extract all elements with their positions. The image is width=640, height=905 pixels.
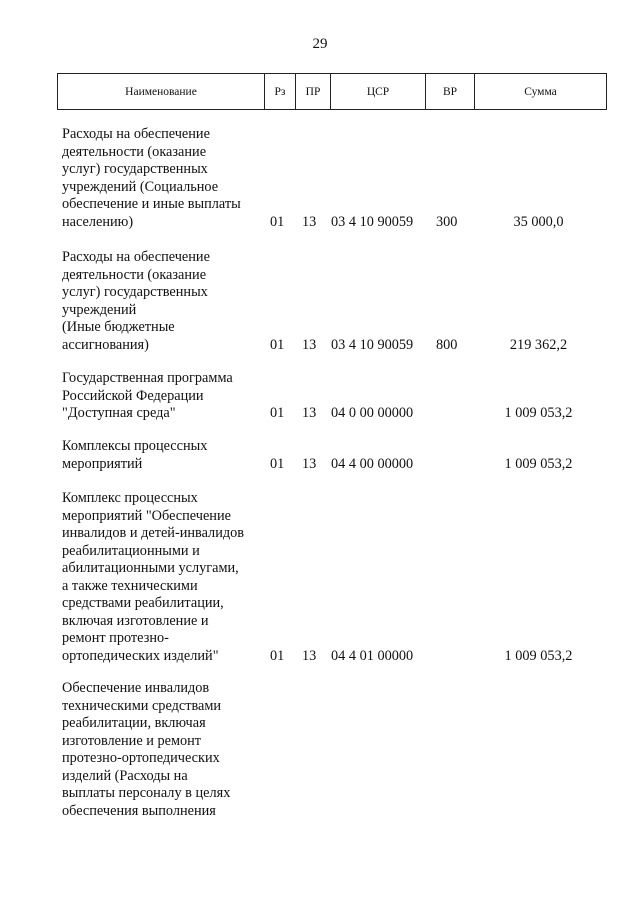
row-name-line: Расходы на обеспечение <box>62 126 210 142</box>
row-name-line: реабилитационными и <box>62 542 200 559</box>
row-rz: 01 <box>270 336 285 353</box>
row-pr: 13 <box>302 405 317 421</box>
row-name-line: учреждений <box>62 301 137 318</box>
header-vr: ВР <box>426 74 475 109</box>
row-name <box>62 438 267 473</box>
row-sum: 35 000,0 <box>513 213 564 230</box>
row-name-line: выплаты персоналу в целях <box>62 785 231 801</box>
row-name <box>62 249 267 354</box>
row-pr: 13 <box>302 647 317 664</box>
row-name <box>62 680 267 820</box>
header-pr: ПР <box>296 74 331 109</box>
row-pr: 13 <box>302 455 317 472</box>
header-name: Наименование <box>58 74 265 109</box>
row-name-line: мероприятий "Обеспечение <box>62 507 231 524</box>
row-sum: 1 009 053,2 <box>504 455 573 472</box>
row-name-line: населению) <box>62 213 134 230</box>
row-name-line: ремонт протезно- <box>62 630 169 646</box>
row-name-line: обеспечение и иные выплаты <box>62 196 241 212</box>
row-name-line: Российской Федерации <box>62 387 204 404</box>
row-name-line: Комплексы процессных <box>62 438 208 454</box>
row-sum: 1 009 053,2 <box>504 647 573 664</box>
page-number: 29 <box>312 36 328 52</box>
row-name <box>62 370 267 423</box>
row-sum: 219 362,2 <box>509 336 568 353</box>
row-name-line: а также техническими <box>62 577 198 594</box>
row-vr: 300 <box>436 213 458 230</box>
row-name-line: техническими средствами <box>62 697 222 714</box>
row-name-line: учреждений (Социальное <box>62 178 219 195</box>
row-name-line: обеспечения выполнения <box>62 802 216 819</box>
row-name-line: изготовление и ремонт <box>62 732 202 749</box>
row-name-line: деятельности (оказание <box>62 143 207 160</box>
row-name <box>62 126 267 231</box>
row-name-line: услуг) государственных <box>62 284 208 300</box>
row-name-line: деятельности (оказание <box>62 266 207 283</box>
header-sum: Сумма <box>524 85 557 98</box>
row-name-line: Государственная программа <box>62 370 233 386</box>
row-name-line: изделий (Расходы на <box>62 767 188 784</box>
row-rz: 01 <box>270 455 285 472</box>
row-csr: 04 0 00 00000 <box>331 405 414 421</box>
row-name-line: Расходы на обеспечение <box>62 249 210 265</box>
row-name-line: (Иные бюджетные <box>62 319 175 335</box>
row-vr: 800 <box>436 336 458 353</box>
row-name-line: мероприятий <box>62 455 143 472</box>
row-rz: 01 <box>270 405 285 421</box>
row-pr: 13 <box>302 336 317 353</box>
row-name <box>62 490 267 665</box>
row-name-line: включая изготовление и <box>62 612 209 629</box>
row-name-line: ортопедических изделий" <box>62 647 219 664</box>
row-csr: 03 4 10 90059 <box>331 336 414 353</box>
row-pr: 13 <box>302 213 317 230</box>
table-header <box>57 73 607 110</box>
row-name-line: инвалидов и детей-инвалидов <box>62 525 245 541</box>
row-name-line: Комплекс процессных <box>62 490 198 506</box>
row-name-line: "Доступная среда" <box>62 405 176 421</box>
row-name-line: протезно-ортопедических <box>62 750 220 766</box>
row-csr: 03 4 10 90059 <box>331 213 414 230</box>
row-rz: 01 <box>270 647 285 664</box>
row-name-line: абилитационными услугами, <box>62 560 239 576</box>
row-name-line: средствами реабилитации, <box>62 595 224 611</box>
row-rz: 01 <box>270 213 285 230</box>
row-name-line: реабилитации, включая <box>62 715 206 731</box>
row-csr: 04 4 00 00000 <box>331 455 414 472</box>
row-csr: 04 4 01 00000 <box>331 647 414 664</box>
header-csr: ЦСР <box>331 74 426 109</box>
row-sum: 1 009 053,2 <box>504 405 573 421</box>
row-name-line: ассигнования) <box>62 336 149 353</box>
header-rz: Рз <box>265 74 296 109</box>
row-name-line: Обеспечение инвалидов <box>62 680 210 696</box>
row-name-line: услуг) государственных <box>62 161 208 177</box>
